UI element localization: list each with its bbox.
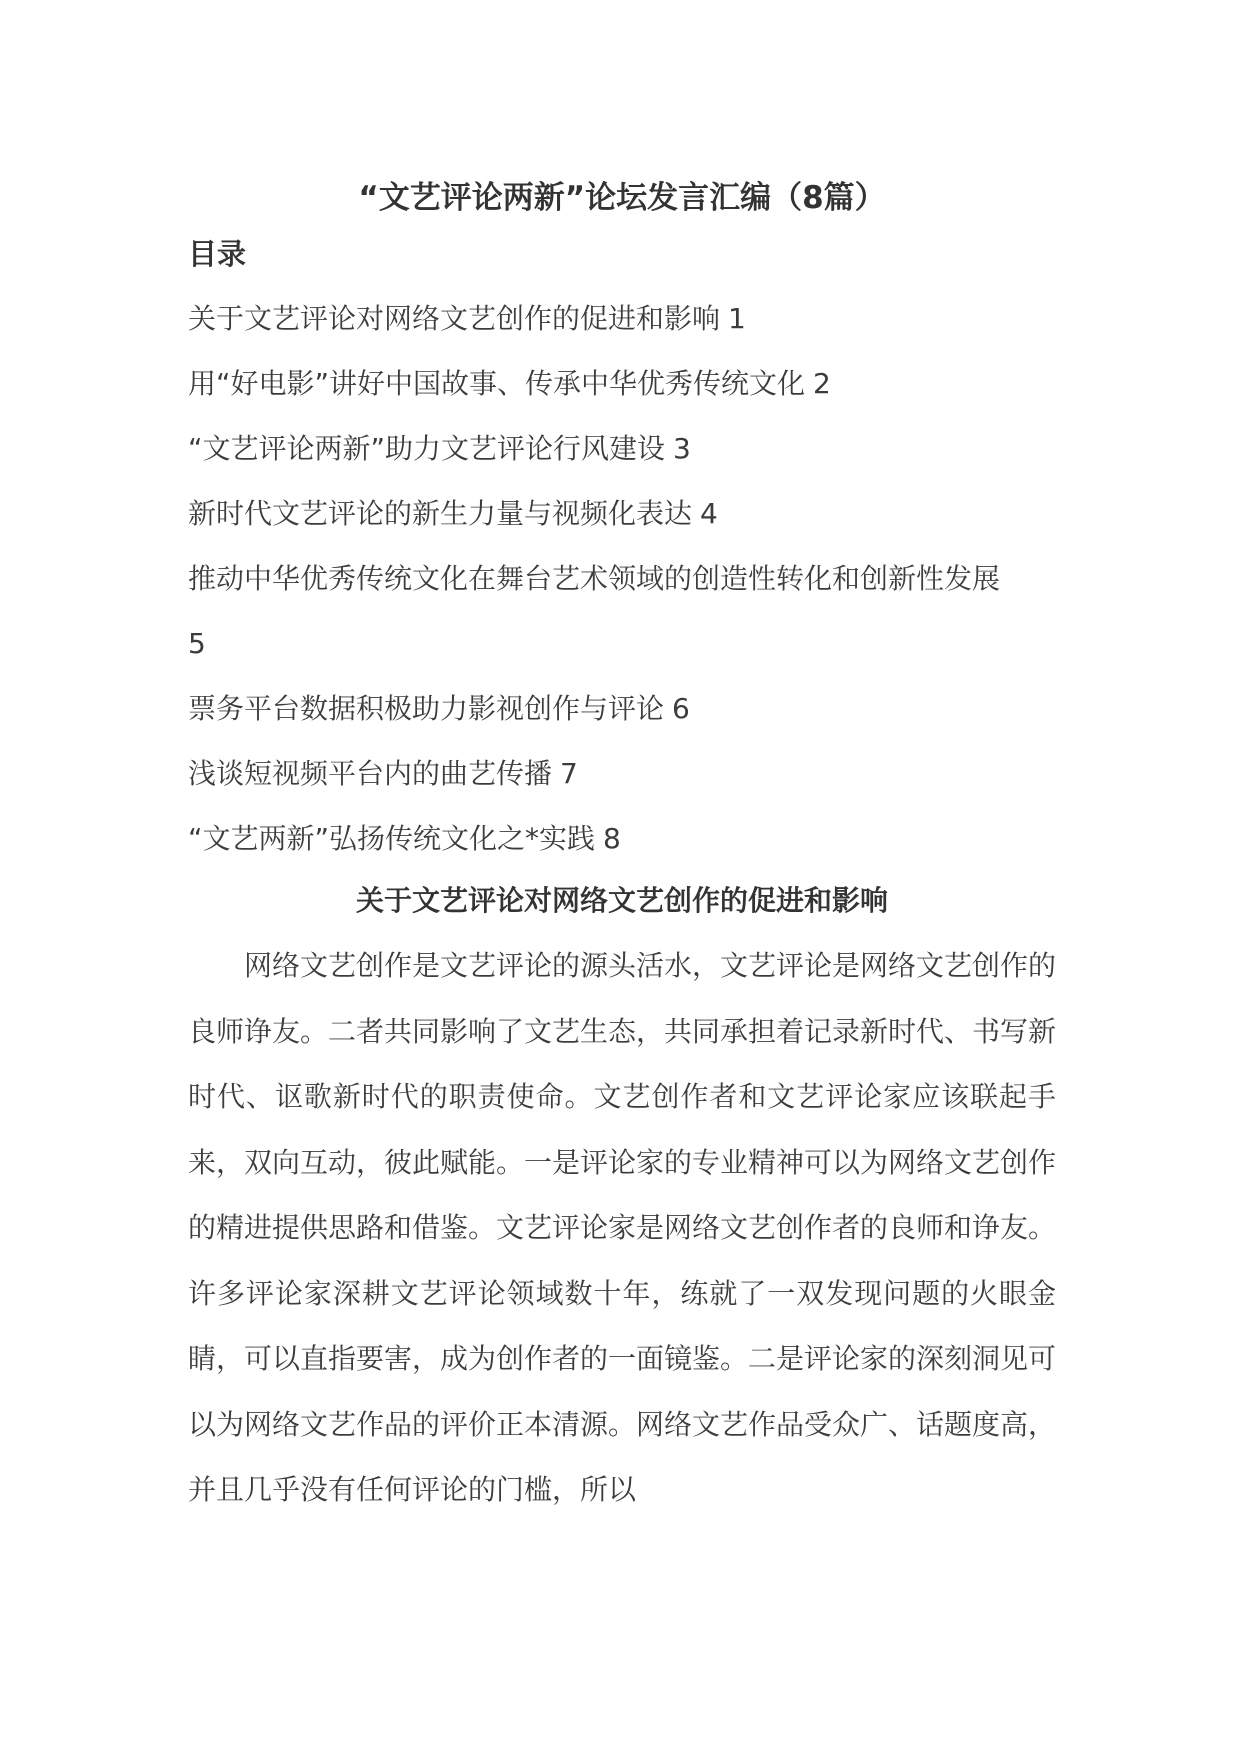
toc-item-label: “文艺两新”弘扬传统文化之*实践 [188, 822, 596, 855]
toc-item[interactable] [188, 741, 1056, 806]
body-paragraph: 网络文艺创作是文艺评论的源头活水，文艺评论是网络文艺创作的良师诤友。二者共同影响了文艺生态，共同承担着记录新时代、书写新时代、讴歌新时代的职责使命。文艺创作者和文艺评论家应该联起手来，双向互动，彼此赋能。一是评论家的专业精神可以为网络文艺创作的精进提供思路和借鉴。文艺评论家是网络文艺创作者的良师和诤友。许多评论家深耕文艺评论领域数十年，练就了一双发现问题的火眼金睛，可以直指要害，成为创作者的一面镜鉴。二是评论家的深刻洞见可以为网络文艺作品的评价正本清源。网络文艺作品受众广、话题度高，并且几乎没有任何评论的门槛，所以 [188, 949, 1057, 1506]
table-of-contents [188, 286, 1056, 871]
toc-item-page: 5 [188, 627, 206, 660]
toc-item-page: 3 [673, 432, 691, 465]
document-title: “文艺评论两新”论坛发言汇编（8篇） [358, 180, 886, 216]
toc-item-label: 用“好电影”讲好中国故事、传承中华优秀传统文化 [188, 367, 806, 400]
toc-item[interactable] [188, 481, 1056, 546]
toc-item-label: 票务平台数据积极助力影视创作与评论 [188, 692, 665, 725]
toc-item-page: 4 [700, 497, 718, 530]
toc-item-label: 关于文艺评论对网络文艺创作的促进和影响 [188, 302, 721, 335]
toc-item-label: 推动中华优秀传统文化在舞台艺术领域的创造性转化和创新性发展 [188, 562, 1001, 595]
toc-item-page: 6 [672, 692, 690, 725]
toc-item[interactable] [188, 806, 1056, 871]
section-title: 关于文艺评论对网络文艺创作的促进和影响 [355, 884, 888, 917]
toc-item[interactable] [188, 676, 1056, 741]
toc-item-page: 8 [603, 822, 621, 855]
toc-item-label: 浅谈短视频平台内的曲艺传播 [188, 757, 553, 790]
toc-item[interactable] [188, 416, 1056, 481]
toc-heading: 目录 [188, 237, 247, 271]
toc-item-label: 新时代文艺评论的新生力量与视频化表达 [188, 497, 693, 530]
toc-item-page: 1 [728, 302, 746, 335]
toc-item[interactable] [188, 546, 1056, 676]
toc-item-label: “文艺评论两新”助力文艺评论行风建设 [188, 432, 666, 465]
toc-item-page: 7 [560, 757, 578, 790]
toc-item[interactable] [188, 351, 1056, 416]
toc-item[interactable] [188, 286, 1056, 351]
toc-item-page: 2 [813, 367, 831, 400]
document-page [188, 172, 1056, 1523]
